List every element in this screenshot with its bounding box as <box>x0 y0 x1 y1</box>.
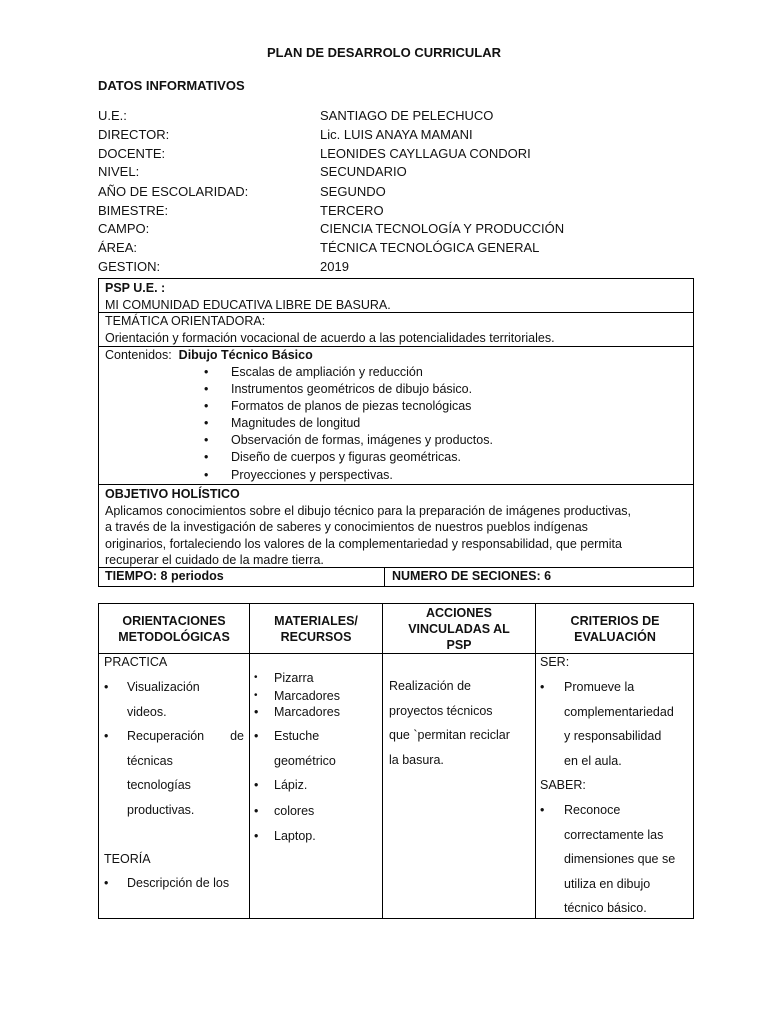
info-label: DIRECTOR: <box>98 127 170 142</box>
info-value: TÉCNICA TECNOLÓGICA GENERAL <box>320 240 540 255</box>
info-value: Lic. LUIS ANAYA MAMANI <box>320 127 473 142</box>
col-materiales <box>254 670 378 850</box>
info-value: 2019 <box>320 259 349 274</box>
tematica-text: Orientación y formación vocacional de acuerdo a las potencialidades territoriales. <box>105 330 555 345</box>
info-value: CIENCIA TECNOLOGÍA Y PRODUCCIÓN <box>320 221 565 236</box>
info-value: TERCERO <box>320 203 384 218</box>
list-item: • Magnitudes de longitud <box>204 416 361 431</box>
acciones-line: que `permitan reciclar <box>389 728 510 743</box>
list-item: • Proyecciones y perspectivas. <box>204 467 393 482</box>
acciones-line: la basura. <box>389 752 444 767</box>
tematica-section <box>99 313 693 347</box>
list-item: • Visualización videos. <box>104 680 200 719</box>
contenidos-label: Contenidos: <box>105 348 172 362</box>
objetivo-line: originarios, fortaleciendo los valores de la complementariedad y responsabilidad, que permita <box>105 536 622 551</box>
saber-label: SABER: <box>540 778 586 793</box>
col-acciones <box>389 674 533 772</box>
info-value: SECUNDARIO <box>320 164 407 179</box>
document-title: PLAN DE DESARROLO CURRICULAR <box>267 45 501 60</box>
list-item: • Promueve la complementariedad y responsabilidad en el aula. <box>540 680 674 768</box>
contenidos-topic: Dibujo Técnico Básico <box>178 348 313 362</box>
list-item: • colores <box>254 803 315 818</box>
info-value: SEGUNDO <box>320 184 386 199</box>
col-orientaciones <box>104 654 244 896</box>
psp-heading: PSP U.E. : <box>105 281 166 295</box>
list-item: • Recuperación de técnicas tecnologías productivas. <box>104 729 244 817</box>
list-item: • Pizarra <box>254 671 314 685</box>
acciones-line: proyectos técnicos <box>389 703 493 718</box>
list-item: • Diseño de cuerpos y figuras geométricas. <box>204 450 461 465</box>
info-row <box>98 127 698 146</box>
objetivo-line: Aplicamos conocimientos sobre el dibujo técnico para la preparación de imágenes productivas, <box>105 503 631 518</box>
info-row <box>98 203 698 222</box>
info-label: AÑO DE ESCOLARIDAD: <box>98 184 249 199</box>
acciones-line: Realización de <box>389 679 471 693</box>
tiempo-row <box>99 568 693 587</box>
list-item: • Laptop. <box>254 829 316 844</box>
objetivo-line: recuperar el cuidado de la madre tierra. <box>105 553 324 568</box>
info-row <box>98 240 698 259</box>
list-item: • Lápiz. <box>254 778 308 793</box>
tiempo-divider <box>384 568 385 587</box>
list-item: • Instrumentos geométricos de dibujo básico. <box>204 381 473 396</box>
sesiones-text: NUMERO DE SECIONES: 6 <box>392 569 552 583</box>
info-label: NIVEL: <box>98 164 140 179</box>
list-item: • Formatos de planos de piezas tecnológicas <box>204 398 472 413</box>
info-value: SANTIAGO DE PELECHUCO <box>320 108 494 123</box>
info-label: U.E.: <box>98 108 127 123</box>
ser-label: SER: <box>540 655 570 669</box>
list-item: • Observación de formas, imágenes y productos. <box>204 433 493 448</box>
psp-text: MI COMUNIDAD EDUCATIVA LIBRE DE BASURA. <box>105 297 391 312</box>
info-label: DOCENTE: <box>98 146 166 161</box>
info-value: LEONIDES CAYLLAGUA CONDORI <box>320 146 531 161</box>
objetivo-heading: OBJETIVO HOLÍSTICO <box>105 487 240 501</box>
info-row <box>98 184 698 203</box>
plan-summary-box <box>98 278 694 587</box>
list-item: • Marcadores <box>254 689 340 703</box>
info-row <box>98 221 698 240</box>
info-label: CAMPO: <box>98 221 150 236</box>
section-title-datos: DATOS INFORMATIVOS <box>98 78 245 93</box>
practica-label: PRACTICA <box>104 655 168 669</box>
info-row <box>98 164 698 183</box>
list-item: • Estuche geométrico <box>254 729 336 768</box>
objetivo-section <box>99 485 693 568</box>
info-label: GESTION: <box>98 259 161 274</box>
info-row <box>98 146 698 165</box>
contenidos-section <box>99 347 693 485</box>
tematica-heading: TEMÁTICA ORIENTADORA: <box>105 314 266 328</box>
psp-section <box>99 279 693 313</box>
header-materiales: MATERIALES/ RECURSOS <box>274 614 358 644</box>
objetivo-line: a través de la investigación de saberes y conocimientos de nuestros pueblos indígenas <box>105 520 588 535</box>
info-label: ÁREA: <box>98 240 138 255</box>
contenidos-list <box>105 364 687 484</box>
list-item: • Escalas de ampliación y reducción <box>204 364 423 379</box>
info-row <box>98 108 698 127</box>
tiempo-text: TIEMPO: 8 periodos <box>105 569 224 583</box>
list-item: • Reconoce correctamente las dimensiones que se utiliza en dibujo técnico básico. <box>540 802 676 916</box>
list-item: • Descripción de los <box>104 876 230 891</box>
list-item: • Marcadores <box>254 705 340 719</box>
info-row <box>98 259 698 278</box>
header-acciones: ACCIONES VINCULADAS AL PSP <box>408 606 510 652</box>
teoria-label: TEORÍA <box>104 851 151 866</box>
methodology-table <box>98 603 694 919</box>
header-orientaciones: ORIENTACIONES METODOLÓGICAS <box>118 614 230 644</box>
info-label: BIMESTRE: <box>98 203 169 218</box>
col-criterios <box>540 654 692 921</box>
header-criterios: CRITERIOS DE EVALUACIÓN <box>570 614 660 644</box>
